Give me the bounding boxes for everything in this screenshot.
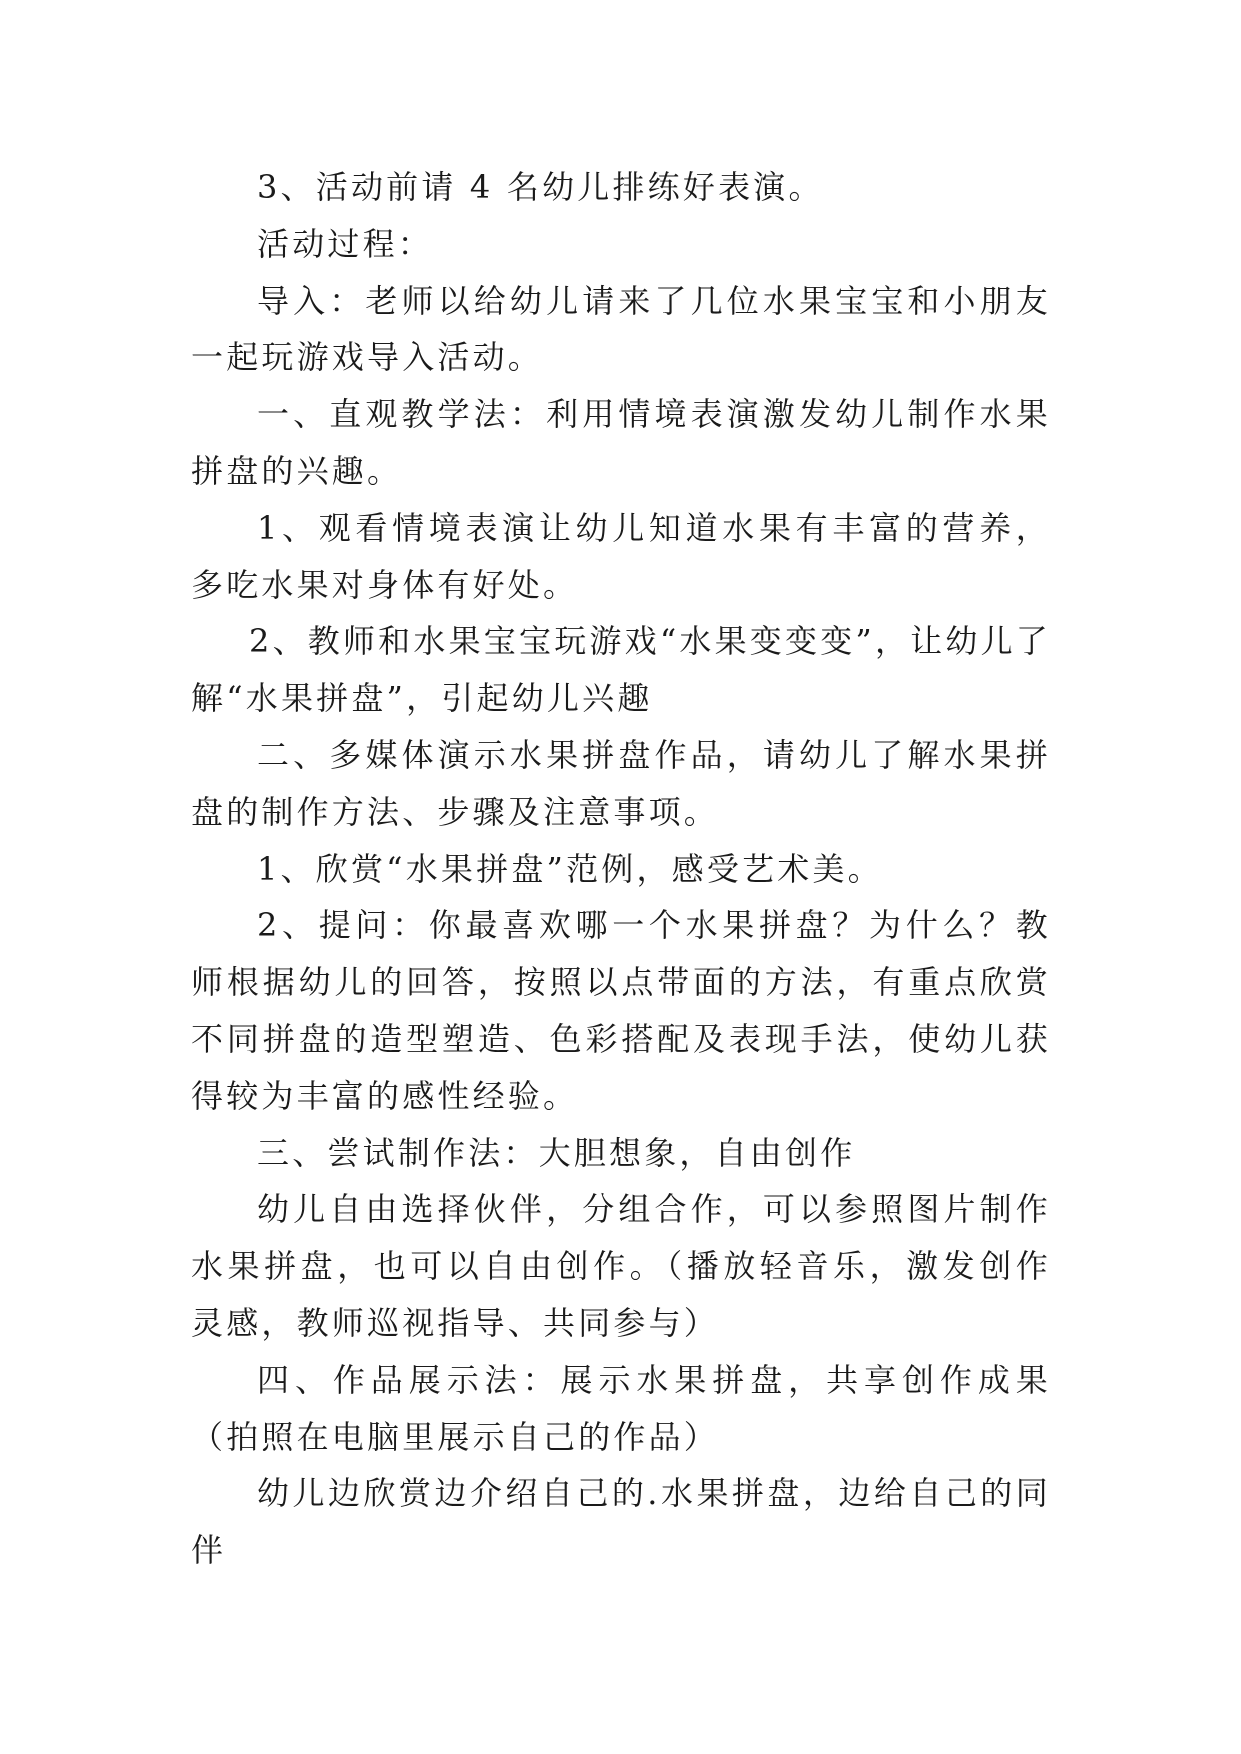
- paragraph-prep-rehearsal: 3、活动前请 4 名幼儿排练好表演。: [257, 168, 824, 206]
- paragraph-section-2: 二、多媒体演示水果拼盘作品，请幼儿了解水果拼盘的制作方法、步骤及注意事项。: [191, 735, 1051, 831]
- paragraph-section-1: 一、直观教学法：利用情境表演激发幼儿制作水果拼盘的兴趣。: [191, 395, 1051, 490]
- paragraph-section-1-item-2: 2、教师和水果宝宝玩游戏“水果变变变”，让幼儿了解“水果拼盘”，引起幼儿兴趣: [191, 622, 1051, 718]
- paragraph-section-2-item-1: 1、欣赏“水果拼盘”范例，感受艺术美。: [257, 849, 883, 888]
- paragraph-section-3: 三、尝试制作法：大胆想象，自由创作: [257, 1133, 856, 1172]
- paragraph-introduction: 导入：老师以给幼儿请来了几位水果宝宝和小朋友一起玩游戏导入活动。: [191, 281, 1051, 377]
- paragraph-section-1-item-1: 1、观看情境表演让幼儿知道水果有丰富的营养，多吃水果对身体有好处。: [191, 508, 1051, 604]
- paragraph-section-4-body: 幼儿边欣赏边介绍自己的.水果拼盘，边给自己的同伴: [191, 1474, 1051, 1570]
- paragraph-process-heading: 活动过程：: [257, 224, 434, 263]
- paragraph-section-4: 四、作品展示法：展示水果拼盘，共享创作成果（拍照在电脑里展示自己的作品）: [191, 1360, 1051, 1456]
- paragraph-section-2-item-2: 2、提问：你最喜欢哪一个水果拼盘？为什么？教师根据幼儿的回答，按照以点带面的方法，有重点欣赏不同拼盘的造型塑造、色彩搭配及表现手法，使幼儿获得较为丰富的感性经验。: [191, 906, 1051, 1115]
- paragraph-section-3-body: 幼儿自由选择伙伴，分组合作，可以参照图片制作水果拼盘，也可以自由创作。（播放轻音乐，激发创作灵感，教师巡视指导、共同参与）: [191, 1190, 1051, 1342]
- document-body: [191, 159, 1051, 1579]
